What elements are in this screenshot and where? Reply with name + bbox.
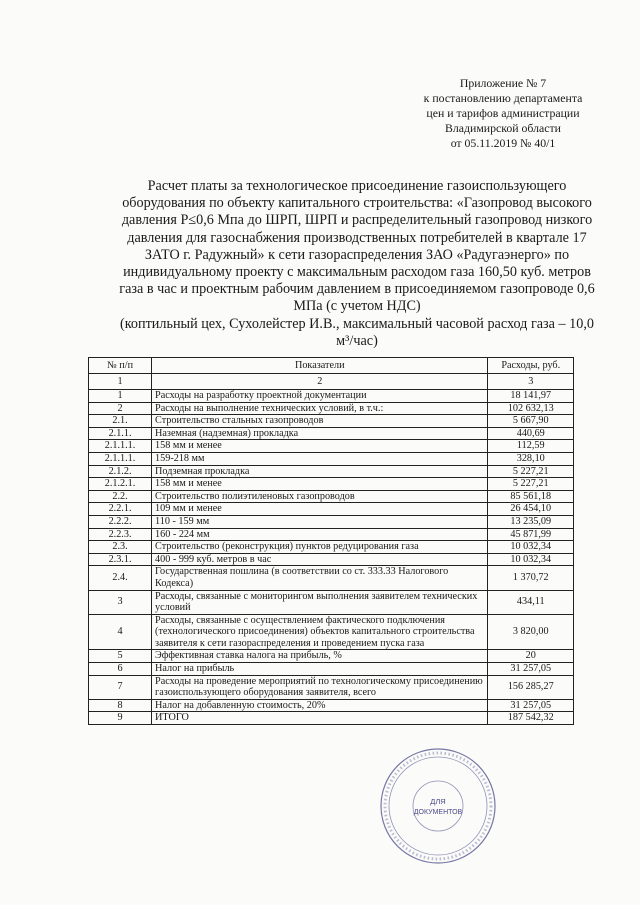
row-indicator: 159-218 мм bbox=[152, 452, 488, 465]
row-indicator: Эффективная ставка налога на прибыль, % bbox=[152, 650, 488, 663]
row-cost: 31 257,05 bbox=[488, 663, 574, 676]
table-body bbox=[89, 390, 574, 725]
table-row bbox=[89, 566, 574, 590]
row-cost: 85 561,18 bbox=[488, 490, 574, 503]
row-indicator: Расходы на разработку проектной документации bbox=[152, 390, 488, 403]
table-row bbox=[89, 427, 574, 440]
row-indicator: 110 - 159 мм bbox=[152, 515, 488, 528]
row-indicator: 400 - 999 куб. метров в час bbox=[152, 553, 488, 566]
row-indicator: Строительство (реконструкция) пунктов редуцирования газа bbox=[152, 541, 488, 554]
row-number: 2.1.1.1. bbox=[89, 440, 152, 453]
row-cost: 434,11 bbox=[488, 590, 574, 614]
row-cost: 5 227,21 bbox=[488, 478, 574, 491]
table-row bbox=[89, 663, 574, 676]
table-header-row bbox=[89, 358, 574, 374]
row-number: 2 bbox=[89, 402, 152, 415]
table-row bbox=[89, 390, 574, 403]
row-indicator: Подземная прокладка bbox=[152, 465, 488, 478]
row-number: 2.1.2. bbox=[89, 465, 152, 478]
table-row bbox=[89, 528, 574, 541]
row-indicator: Строительство полиэтиленовых газопроводов bbox=[152, 490, 488, 503]
table-row bbox=[89, 503, 574, 516]
row-cost: 45 871,99 bbox=[488, 528, 574, 541]
row-number: 2.2. bbox=[89, 490, 152, 503]
appendix-line-2: к постановлению департамента bbox=[423, 91, 583, 105]
cost-table bbox=[88, 357, 574, 725]
column-number-2: 2 bbox=[152, 374, 488, 390]
appendix-line-3: цен и тарифов администрации bbox=[426, 106, 580, 120]
row-cost: 10 032,34 bbox=[488, 553, 574, 566]
row-number: 2.1.2.1. bbox=[89, 478, 152, 491]
table-row bbox=[89, 541, 574, 554]
row-indicator: ИТОГО bbox=[152, 712, 488, 725]
document-title-main: Расчет платы за технологическое присоединение газоиспользующего оборудования по объекту капитального строительства: «Газопровод высокого давления Р≤0,6 Мпа до ШРП, ШРП и распределительный газопровод низкого давления для газоснабжения производственных потребителей в квартале 17 ЗАТО г. Радужный» к сети газораспределения ЗАО «Радугаэнерго» по индивидуальному проекту с максимальным расходом газа 160,50 куб. метров газа в час и проектным рабочим давлением в присоединяемом газопроводе 0,6 МПа (с учетом НДС) bbox=[119, 178, 595, 315]
row-cost: 5 667,90 bbox=[488, 415, 574, 428]
table-row bbox=[89, 515, 574, 528]
row-cost: 1 370,72 bbox=[488, 566, 574, 590]
table-row bbox=[89, 650, 574, 663]
table-row bbox=[89, 712, 574, 725]
document-title-subtitle: (коптильный цех, Сухолейстер И.В., максимальный часовой расход газа – 10,0 м³/час) bbox=[120, 315, 594, 349]
row-number: 2.2.2. bbox=[89, 515, 152, 528]
row-indicator: Наземная (надземная) прокладка bbox=[152, 427, 488, 440]
row-indicator: Расходы на выполнение технических условий, в т.ч.: bbox=[152, 402, 488, 415]
row-cost: 187 542,32 bbox=[488, 712, 574, 725]
row-number: 2.1.1.1. bbox=[89, 452, 152, 465]
row-cost: 13 235,09 bbox=[488, 515, 574, 528]
row-number: 2.3. bbox=[89, 541, 152, 554]
row-indicator: Расходы на проведение мероприятий по технологическому присоединению газоиспользующего оборудования заявителя, всего bbox=[152, 675, 488, 699]
row-number: 2.4. bbox=[89, 566, 152, 590]
row-cost: 5 227,21 bbox=[488, 465, 574, 478]
table-row bbox=[89, 415, 574, 428]
row-number: 2.1. bbox=[89, 415, 152, 428]
header-costs: Расходы, руб. bbox=[488, 358, 574, 374]
row-number: 9 bbox=[89, 712, 152, 725]
row-cost: 328,10 bbox=[488, 452, 574, 465]
row-indicator: Налог на прибыль bbox=[152, 663, 488, 676]
row-number: 6 bbox=[89, 663, 152, 676]
header-indicators: Показатели bbox=[152, 358, 488, 374]
row-number: 2.1.1. bbox=[89, 427, 152, 440]
row-cost: 31 257,05 bbox=[488, 699, 574, 712]
row-cost: 102 632,13 bbox=[488, 402, 574, 415]
appendix-line-4: Владимирской области bbox=[445, 121, 561, 135]
column-number-3: 3 bbox=[488, 374, 574, 390]
row-indicator: Государственная пошлина (в соответствии со ст. 333.33 Налогового Кодекса) bbox=[152, 566, 488, 590]
row-number: 2.2.3. bbox=[89, 528, 152, 541]
stamp-text-line-2: ДОКУМЕНТОВ bbox=[413, 809, 463, 816]
table-row bbox=[89, 699, 574, 712]
header-number: № п/п bbox=[89, 358, 152, 374]
row-number: 7 bbox=[89, 675, 152, 699]
row-cost: 10 032,34 bbox=[488, 541, 574, 554]
stamp-text-line-1: ДЛЯ bbox=[430, 797, 446, 806]
column-number-1: 1 bbox=[89, 374, 152, 390]
table-row bbox=[89, 553, 574, 566]
row-indicator: Налог на добавленную стоимость, 20% bbox=[152, 699, 488, 712]
table-row bbox=[89, 402, 574, 415]
row-indicator: 158 мм и менее bbox=[152, 440, 488, 453]
table-row bbox=[89, 478, 574, 491]
appendix-header bbox=[392, 76, 614, 151]
row-cost: 3 820,00 bbox=[488, 614, 574, 650]
row-number: 4 bbox=[89, 614, 152, 650]
row-indicator: 109 мм и менее bbox=[152, 503, 488, 516]
row-number: 8 bbox=[89, 699, 152, 712]
appendix-date: от 05.11.2019 № 40/1 bbox=[450, 136, 556, 150]
table-row bbox=[89, 465, 574, 478]
row-cost: 20 bbox=[488, 650, 574, 663]
row-number: 2.3.1. bbox=[89, 553, 152, 566]
table-row bbox=[89, 590, 574, 614]
row-indicator: 160 - 224 мм bbox=[152, 528, 488, 541]
row-number: 5 bbox=[89, 650, 152, 663]
appendix-number: Приложение № 7 bbox=[459, 76, 547, 90]
stamp-seal bbox=[378, 746, 498, 866]
row-indicator: 158 мм и менее bbox=[152, 478, 488, 491]
row-number: 2.2.1. bbox=[89, 503, 152, 516]
document-title bbox=[110, 178, 604, 350]
row-cost: 156 285,27 bbox=[488, 675, 574, 699]
row-indicator: Строительство стальных газопроводов bbox=[152, 415, 488, 428]
column-number-row bbox=[89, 374, 574, 390]
row-cost: 18 141,97 bbox=[488, 390, 574, 403]
row-cost: 26 454,10 bbox=[488, 503, 574, 516]
row-number: 3 bbox=[89, 590, 152, 614]
table-row bbox=[89, 675, 574, 699]
table-row bbox=[89, 452, 574, 465]
row-indicator: Расходы, связанные с мониторингом выполнения заявителем технических условий bbox=[152, 590, 488, 614]
row-indicator: Расходы, связанные с осуществлением фактического подключения (технологического присоединения) объектов капитального строительства заявителя к сети газораспределения и проведением пуска газа bbox=[152, 614, 488, 650]
table-row bbox=[89, 614, 574, 650]
table-row bbox=[89, 490, 574, 503]
table-row bbox=[89, 440, 574, 453]
row-cost: 112,59 bbox=[488, 440, 574, 453]
row-number: 1 bbox=[89, 390, 152, 403]
row-cost: 440,69 bbox=[488, 427, 574, 440]
